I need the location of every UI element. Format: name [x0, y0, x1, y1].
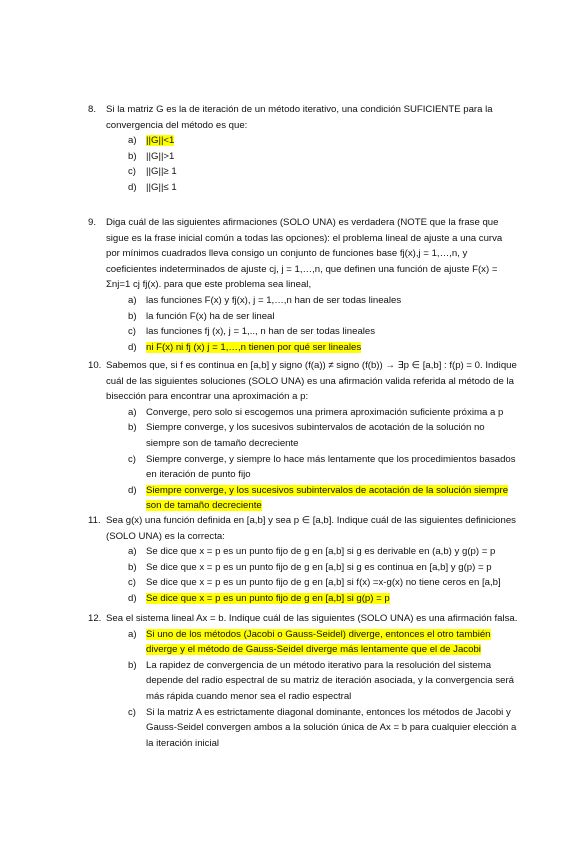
option-b [88, 658, 518, 705]
option-c [88, 575, 518, 591]
option-label: b) [128, 659, 137, 671]
question-9 [88, 215, 518, 355]
option-c [88, 705, 518, 752]
question-number: 12. [88, 613, 102, 624]
option-text: Se dice que x = p es un punto fijo de g en [a,b] si g(p) = p [146, 592, 390, 604]
option-text: Siempre converge, y siempre lo hace más lentamente que los procedimientos basados en iteración de punto fijo [146, 453, 516, 481]
option-text: Se dice que x = p es un punto fijo de g en [a,b] si g es continua en [a,b] y g(p) = p [146, 561, 492, 573]
option-b [88, 420, 518, 451]
option-label: d) [128, 341, 137, 353]
option-text: la función F(x) ha de ser lineal [146, 310, 275, 322]
option-a [88, 133, 518, 149]
question-text: Sea g(x) una función definida en [a,b] y sea p ∈ [a,b]. Indique cuál de las siguientes definiciones (SOLO UNA) es la correcta: [106, 515, 516, 542]
option-c [88, 164, 518, 180]
option-text: ||G||<1 [146, 135, 175, 147]
option-text: Si la matriz A es estrictamente diagonal dominante, entonces los métodos de Jacobi y Gauss-Seidel convergen ambos a la solución única de Ax = b para cualquier elección a la iteración inicial [146, 706, 517, 749]
option-b [88, 149, 518, 165]
option-label: d) [128, 592, 137, 604]
option-text: ni F(x) ni fj (x) j = 1,…,n tienen por qué ser lineales [146, 341, 362, 353]
question-number: 9. [88, 217, 97, 228]
option-d [88, 483, 518, 514]
options-list [88, 544, 518, 606]
option-a [88, 405, 518, 421]
option-text: las funciones fj (x), j = 1,.., n han de ser todas lineales [146, 326, 376, 338]
option-label: b) [128, 150, 137, 162]
question-12 [88, 611, 518, 751]
option-text: Siempre converge, y los sucesivos subintervalos de acotación de la solución siempre son de tamaño decreciente [146, 484, 509, 512]
option-label: a) [128, 135, 137, 147]
question-11 [88, 513, 518, 607]
option-label: a) [128, 628, 137, 640]
option-label: d) [128, 484, 137, 496]
question-number: 11. [88, 515, 101, 526]
option-label: c) [128, 453, 136, 465]
option-b [88, 560, 518, 576]
options-list [88, 405, 518, 514]
option-label: c) [128, 326, 136, 338]
question-number: 8. [88, 104, 97, 115]
option-text: La rapidez de convergencia de un método iterativo para la resolución del sistema depende del radio espectral de su matriz de iteración asociada, y la convergencia será más rápida cuando menor sea el radio espectral [146, 659, 514, 702]
option-label: c) [128, 706, 136, 718]
options-list [88, 293, 518, 355]
option-label: c) [128, 577, 136, 589]
question-8 [88, 102, 518, 196]
options-list [88, 627, 518, 752]
option-a [88, 544, 518, 560]
question-text: Si la matriz G es la de iteración de un método iterativo, una condición SUFICIENTE para la convergencia del método es que: [106, 104, 493, 131]
option-d [88, 180, 518, 196]
options-list [88, 133, 518, 195]
option-label: a) [128, 294, 137, 306]
option-text: Converge, pero solo si escogemos una primera aproximación suficiente próxima a p [146, 406, 504, 418]
question-number: 10. [88, 360, 102, 371]
option-text: ||G||>1 [146, 150, 175, 162]
option-label: a) [128, 546, 137, 558]
option-label: b) [128, 561, 137, 573]
option-c [88, 452, 518, 483]
option-d [88, 591, 518, 607]
question-text: Sabemos que, si f es continua en [a,b] y signo (f(a)) ≠ signo (f(b)) → ∃p ∈ [a,b] : f(p) = 0. Indique cuál de las siguientes soluciones (SOLO UNA) es una afirmación valida referida al método de la bisección para encontrar una aproximación a p: [106, 360, 517, 403]
option-a [88, 293, 518, 309]
option-text: Se dice que x = p es un punto fijo de g en [a,b] si f(x) =x-g(x) no tiene ceros en [a,b] [146, 577, 501, 589]
question-10 [88, 358, 518, 514]
option-label: b) [128, 310, 137, 322]
option-label: c) [128, 166, 136, 178]
option-text: Siempre converge, y los sucesivos subintervalos de acotación de la solución no siempre son de tamaño decreciente [146, 422, 485, 449]
option-text: Se dice que x = p es un punto fijo de g en [a,b] si g es derivable en (a,b) y g(p) = p [146, 546, 496, 558]
option-label: d) [128, 181, 137, 193]
option-text: Si uno de los métodos (Jacobi o Gauss-Seidel) diverge, entonces el otro también diverge y el método de Gauss-Seidel diverge más lentamente que el de Jacobi [146, 628, 491, 656]
question-text: Sea el sistema lineal Ax = b. Indique cuál de las siguientes (SOLO UNA) es una afirmación falsa. [106, 613, 518, 624]
option-a [88, 627, 518, 658]
option-text: ||G||≤ 1 [146, 181, 177, 193]
option-label: a) [128, 406, 137, 418]
option-text: las funciones F(x) y fj(x), j = 1,…,n han de ser todas lineales [146, 294, 402, 306]
option-text: ||G||≥ 1 [146, 166, 177, 178]
option-d [88, 340, 518, 356]
option-label: b) [128, 422, 137, 434]
option-b [88, 309, 518, 325]
option-c [88, 324, 518, 340]
question-text: Diga cuál de las siguientes afirmaciones (SOLO UNA) es verdadera (NOTE que la frase que sigue es la frase inicial común a todas las opciones): el problema lineal de ajuste a una curva por mínimos cuadrados lleva consigo un conjunto de funciones base fj(x),j = 1,…,n, y coeficientes indeterminados de ajuste cj, j = 1,…,n, que definen una función de ajuste F(x) = Σnj=1 cj fj(x). para que este problema sea lineal, [106, 217, 503, 291]
